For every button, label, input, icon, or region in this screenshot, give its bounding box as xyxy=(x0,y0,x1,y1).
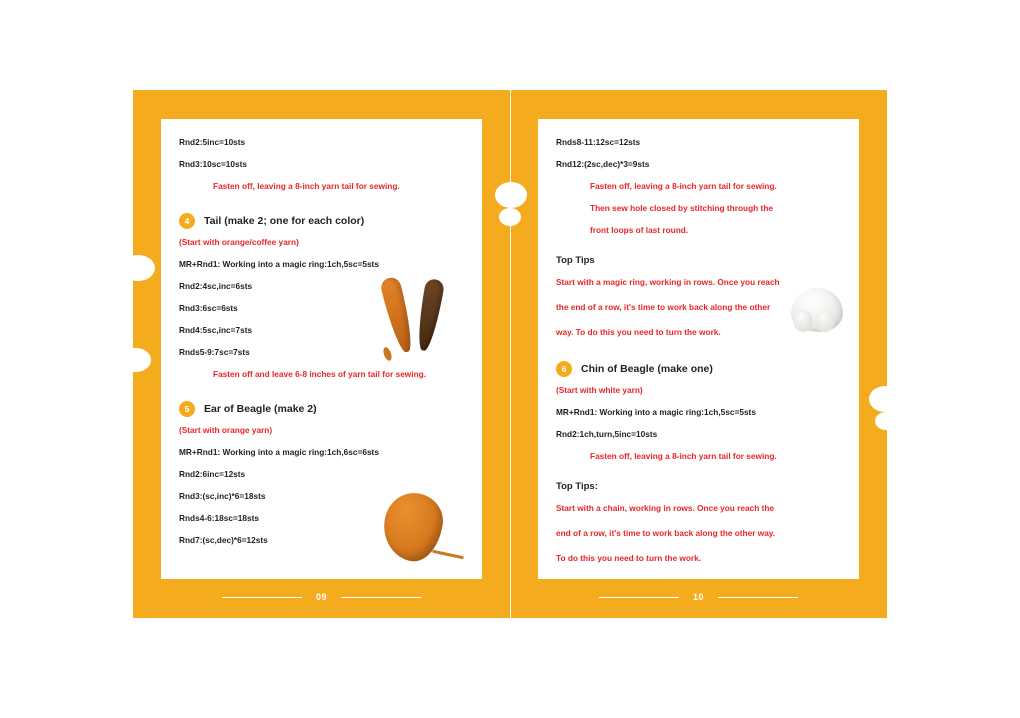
section-number-badge: 4 xyxy=(179,213,195,229)
footer-rule xyxy=(718,597,798,598)
tips-title: Top Tips: xyxy=(556,481,598,492)
pattern-line: Rnd2:6inc=12sts xyxy=(179,469,246,479)
section-title: Ear of Beagle (make 2) xyxy=(204,403,317,415)
book-gutter xyxy=(510,90,511,618)
pattern-line: Fasten off, leaving a 8-inch yarn tail for sewing. xyxy=(213,181,400,191)
pattern-line: Rnd3:6sc=6sts xyxy=(179,303,238,313)
pattern-line: Rnds4-6:18sc=18sts xyxy=(179,513,260,523)
tips-line: Start with a chain, working in rows. Once you reach the xyxy=(556,503,775,513)
pattern-line: MR+Rnd1: Working into a magic ring:1ch,6sc=6sts xyxy=(179,447,379,457)
pattern-line: Rnds5-9:7sc=7sts xyxy=(179,347,250,357)
pattern-line: Rnd12:(2sc,dec)*3=9sts xyxy=(556,159,650,169)
left-page xyxy=(133,90,510,618)
pattern-line: Rnd7:(sc,dec)*6=12sts xyxy=(179,535,268,545)
decor-bump xyxy=(875,412,897,430)
pattern-line: MR+Rnd1: Working into a magic ring:1ch,5sc=5sts xyxy=(179,259,379,269)
section-number-badge: 5 xyxy=(179,401,195,417)
ear-yarn-strand xyxy=(432,550,464,560)
section-subtitle: (Start with orange yarn) xyxy=(179,425,273,435)
footer-rule xyxy=(341,597,421,598)
pattern-line: Rnd3:(sc,inc)*6=18sts xyxy=(179,491,266,501)
pattern-line: Then sew hole closed by stitching through the xyxy=(590,203,774,213)
pattern-line: Rnd3:10sc=10sts xyxy=(179,159,248,169)
pattern-line: Fasten off, leaving a 8-inch yarn tail for sewing. xyxy=(590,451,777,461)
tips-line: way. To do this you need to turn the work. xyxy=(556,327,721,337)
book-spread xyxy=(133,90,887,618)
crochet-ear-photo xyxy=(368,491,468,573)
tail-orange-shape xyxy=(379,276,417,355)
right-page-sheet xyxy=(538,119,859,579)
section-number-badge: 6 xyxy=(556,361,572,377)
section-subtitle: (Start with white yarn) xyxy=(556,385,643,395)
decor-bump xyxy=(869,386,901,412)
left-page-footer xyxy=(161,590,482,604)
pattern-line: Rnd2:5inc=10sts xyxy=(179,137,246,147)
section-subtitle: (Start with orange/coffee yarn) xyxy=(179,237,299,247)
tail-tip-shape xyxy=(382,346,393,362)
section-title: Chin of Beagle (make one) xyxy=(581,363,713,375)
tips-line: Start with a magic ring, working in rows. Once you reach xyxy=(556,277,780,287)
pattern-line: Rnd2:4sc,inc=6sts xyxy=(179,281,253,291)
chin-lobe-left xyxy=(793,310,813,332)
section-heading-chin xyxy=(556,361,841,377)
pattern-line: Fasten off, leaving a 8-inch yarn tail for sewing. xyxy=(590,181,777,191)
decor-bump xyxy=(121,348,151,372)
pattern-line: Rnds8-11:12sc=12sts xyxy=(556,137,641,147)
decor-bump xyxy=(495,182,527,208)
right-page-footer xyxy=(538,590,859,604)
footer-rule xyxy=(599,597,679,598)
pattern-line: Rnd2:1ch,turn,5inc=10sts xyxy=(556,429,658,439)
left-page-sheet xyxy=(161,119,482,579)
pattern-line: Rnd4:5sc,inc=7sts xyxy=(179,325,253,335)
section-heading-ear xyxy=(179,401,464,417)
pattern-line: front loops of last round. xyxy=(590,225,689,235)
right-page xyxy=(510,90,887,618)
section-title: Tail (make 2; one for each color) xyxy=(204,215,365,227)
tips-title: Top Tips xyxy=(556,255,595,266)
decor-bump xyxy=(121,255,155,281)
crochet-chin-photo xyxy=(787,284,849,340)
tips-body xyxy=(556,496,841,571)
crochet-tail-photo xyxy=(374,269,470,369)
chin-lobe-right xyxy=(815,310,835,332)
pattern-line: MR+Rnd1: Working into a magic ring:1ch,5sc=5sts xyxy=(556,407,756,417)
page-number: 10 xyxy=(692,592,704,602)
page-number: 09 xyxy=(315,592,327,602)
section-heading-tail xyxy=(179,213,464,229)
footer-rule xyxy=(222,597,302,598)
tips-line: the end of a row, it's time to work back along the other xyxy=(556,302,771,312)
tips-line: To do this you need to turn the work. xyxy=(556,553,702,563)
pattern-line: Fasten off and leave 6-8 inches of yarn tail for sewing. xyxy=(213,369,427,379)
tips-line: end of a row, it's time to work back along the other way. xyxy=(556,528,776,538)
tail-coffee-shape xyxy=(414,278,445,352)
